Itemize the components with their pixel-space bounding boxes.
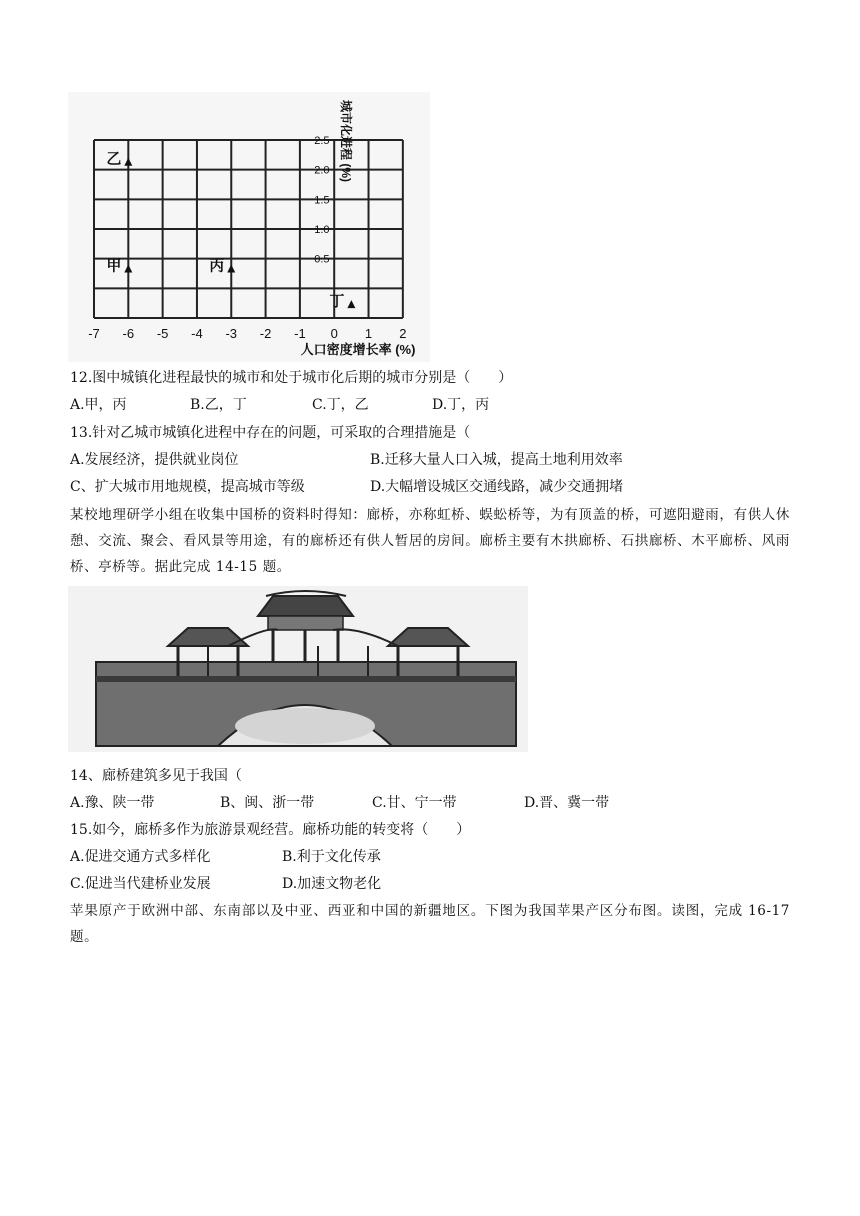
- y-tick-label: 0.5: [314, 253, 330, 266]
- x-tick-label: 0: [330, 326, 338, 341]
- x-tick-label: -4: [191, 326, 203, 341]
- y-axis-label: 城市化进程 (%): [339, 100, 353, 182]
- question-14-option-d[interactable]: D.晋、冀一带: [524, 795, 610, 811]
- question-12-stem: 12.图中城镇化进程最快的城市和处于城市化后期的城市分别是（ ）: [70, 370, 513, 386]
- question-12-option-d[interactable]: D.丁，丙: [432, 397, 490, 413]
- x-tick-label: -6: [122, 326, 135, 341]
- covered-bridge-figure: [68, 586, 528, 752]
- x-tick-label: -7: [88, 326, 100, 341]
- x-tick-label: -2: [259, 326, 272, 341]
- question-13-option-d[interactable]: D.大幅增设城区交通线路，减少交通拥堵: [370, 479, 624, 495]
- y-tick-label: 1.5: [314, 194, 330, 207]
- covered-bridge-image: [68, 586, 528, 752]
- data-point-label: 丁: [329, 292, 345, 311]
- question-13-option-b[interactable]: B.迁移大量人口入城，提高土地利用效率: [370, 452, 623, 468]
- question-12-option-c[interactable]: C.丁，乙: [312, 397, 369, 413]
- question-15-option-d[interactable]: D.加速文物老化: [282, 876, 382, 892]
- question-14-option-a[interactable]: A.豫、陕一带: [70, 795, 155, 811]
- question-13-stem: 13.针对乙城市城镇化进程中存在的问题，可采取的合理措施是（: [70, 425, 471, 441]
- urbanization-scatter-figure: [68, 92, 430, 362]
- x-tick-label: -1: [294, 326, 306, 341]
- passage-covered-bridge: 某校地理研学小组在收集中国桥的资料时得知：廊桥，亦称虹桥、蜈蚣桥等，为有顶盖的桥，可遮阳避雨，有供人休憩、交流、聚会、看风景等用途，有的廊桥还有供人暂居的房间。廊桥主要有木拱廊桥、石拱廊桥、木平廊桥、风雨桥、亭桥等。据此完成 14-15 题。: [70, 507, 790, 575]
- question-12-option-a[interactable]: A.甲，丙: [70, 397, 127, 413]
- x-tick-label: -5: [156, 326, 169, 341]
- question-13-option-c[interactable]: C、扩大城市用地规模，提高城市等级: [70, 479, 305, 495]
- scatter-chart: [68, 92, 430, 362]
- x-tick-label: 2: [399, 326, 407, 341]
- y-tick-label: 2.0: [314, 164, 330, 177]
- data-point-label: 甲: [106, 256, 122, 275]
- question-14-stem: 14、廊桥建筑多见于我国（: [70, 768, 242, 784]
- question-14-option-c[interactable]: C.甘、宁一带: [372, 795, 457, 811]
- y-tick-label: 1.0: [314, 224, 330, 236]
- question-15-option-a[interactable]: A.促进交通方式多样化: [70, 849, 211, 865]
- question-13-option-a[interactable]: A.发展经济，提供就业岗位: [70, 452, 239, 468]
- question-15-option-c[interactable]: C.促进当代建桥业发展: [70, 876, 211, 892]
- question-15-stem: 15.如今，廊桥多作为旅游景观经营。廊桥功能的转变将（ ）: [70, 822, 471, 838]
- x-tick-label: 1: [364, 326, 373, 341]
- data-point-label: 乙: [106, 149, 122, 168]
- x-tick-label: -3: [225, 326, 238, 341]
- passage-apple: 苹果原产于欧洲中部、东南部以及中亚、西亚和中国的新疆地区。下图为我国苹果产区分布图。读图，完成 16-17 题。: [70, 903, 790, 945]
- data-point-label: 丙: [209, 256, 225, 275]
- y-tick-label: 2.5: [314, 135, 330, 147]
- question-12-option-b[interactable]: B.乙，丁: [190, 397, 247, 413]
- question-15-option-b[interactable]: B.利于文化传承: [282, 849, 381, 865]
- question-14-option-b[interactable]: B、闽、浙一带: [220, 795, 315, 811]
- x-axis-label: 人口密度增长率 (%): [300, 342, 416, 357]
